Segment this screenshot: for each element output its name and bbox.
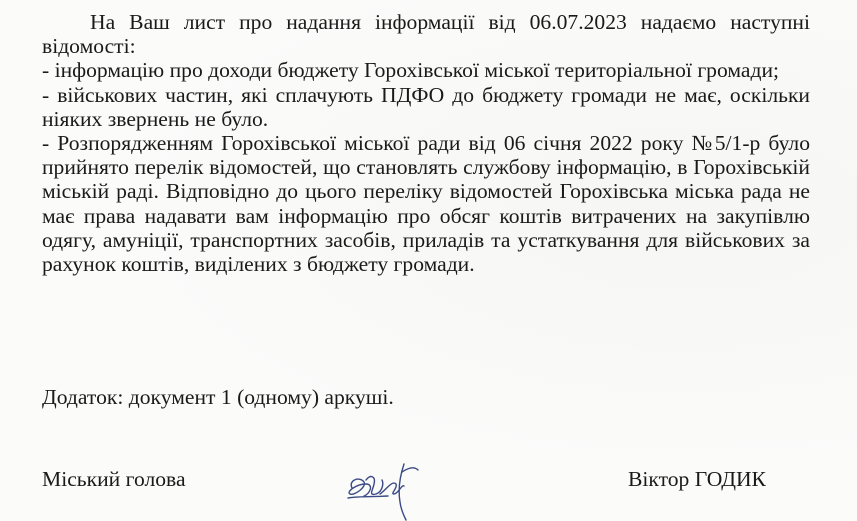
list-item-order-restriction: - Розпорядженням Горохівської міської ради від 06 січня 2022 року №5/1-р було прийнято перелік відомостей, що становлять службову інформацію, в Горохівській міській раді. Відповідно до цього переліку відомостей Горохівська міська рада не має права надавати вам інформацію про обсяг коштів витрачених на закупівлю одягу, амуніції, транспортних засобів, приладів та устаткування для військових за рахунок коштів, виділених з бюджету громади. xyxy=(42,131,810,277)
list-item-military-units: - військових частин, які сплачують ПДФО до бюджету громади не має, оскільки ніяких звернень не було. xyxy=(42,82,810,131)
signatory-title: Міський голова xyxy=(42,467,186,491)
intro-paragraph: На Ваш лист про надання інформації від 06.07.2023 надаємо наступні відомості: xyxy=(42,10,810,59)
letter-body xyxy=(42,10,810,276)
signatory-name: Віктор ГОДИК xyxy=(628,467,766,491)
list-item-income-info: - інформацію про доходи бюджету Горохівської міської територіальної громади; xyxy=(42,58,780,83)
handwritten-signature xyxy=(340,450,430,521)
attachment-note: Додаток: документ 1 (одному) аркуші. xyxy=(42,385,394,409)
